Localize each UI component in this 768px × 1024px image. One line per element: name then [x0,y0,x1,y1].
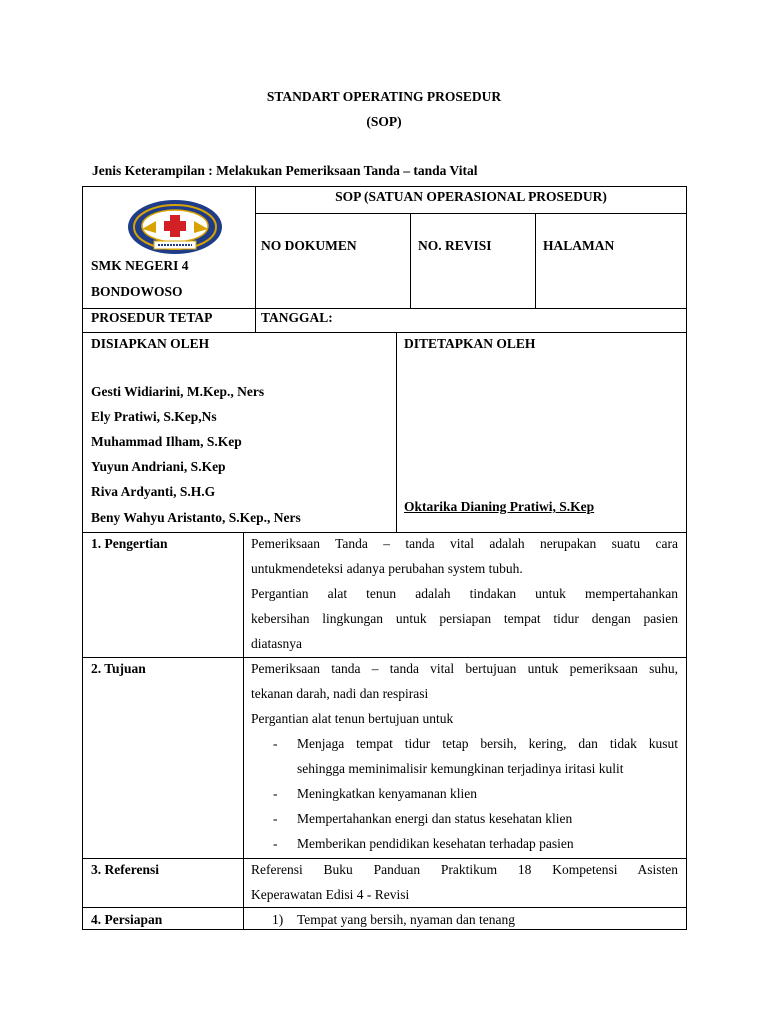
preparer-name: Yuyun Andriani, S.Kep [91,459,226,474]
bullet-item: - Mempertahankan energi dan status kesehatan klien [251,806,678,831]
persiapan-item-text: Tempat yang bersih, nyaman dan tenang [297,912,515,927]
tujuan-text [251,656,678,731]
text-line: Keperawatan Edisi 4 - Revisi [251,887,410,902]
persiapan-item-number: 1) [272,912,284,927]
document-subtitle: (SOP) [366,114,402,129]
document-title: STANDART OPERATING PROSEDUR [266,89,502,104]
bullet-marker: - [273,786,278,801]
text-line: tekanan darah, nadi dan respirasi [251,686,429,701]
prosedur-tetap-label: PROSEDUR TETAP [91,310,213,325]
bullet-marker: - [273,736,278,751]
sop-title: SOP (SATUAN OPERASIONAL PROSEDUR) [335,189,607,204]
school-logo [126,199,224,255]
bullet-item-continuation: sehingga meminimalisir kemungkinan terjadinya iritasi kulit [297,761,624,776]
section-label-persiapan: 4. Persiapan [91,912,163,927]
approver-name: Oktarika Dianing Pratiwi, S.Kep [404,499,595,514]
text-line: Pemeriksaan tanda – tanda vital bertujuan untuk pemeriksaan suhu, [251,661,678,676]
halaman-label: HALAMAN [543,238,615,253]
bullet-item: - Memberikan pendidikan kesehatan terhadap pasien [251,831,678,856]
section-label-referensi: 3. Referensi [91,862,159,877]
preparer-name: Beny Wahyu Aristanto, S.Kep., Ners [91,510,301,525]
bullet-marker: - [273,811,278,826]
bullet-marker: - [273,836,278,851]
preparer-name: Muhammad Ilham, S.Kep [91,434,242,449]
text-line: diatasnya [251,636,302,651]
pengertian-text [251,531,678,656]
text-line: kebersihan lingkungan untuk persiapan tempat tidur dengan pasien [251,611,678,626]
tujuan-bullets [251,731,678,856]
preparer-name: Riva Ardyanti, S.H.G [91,484,216,499]
bullet-item: - Menjaga tempat tidur tetap bersih, kering, dan tidak kusut [251,731,678,756]
text-line: Pergantian alat tenun adalah tindakan untuk mempertahankan [251,586,678,601]
ditetapkan-oleh-label: DITETAPKAN OLEH [404,336,536,351]
bullet-item: - Meningkatkan kenyamanan klien [251,781,678,806]
school-name-line2: BONDOWOSO [91,284,183,299]
text-line: Pemeriksaan Tanda – tanda vital adalah nerupakan suatu cara [251,536,678,551]
text-line: Pergantian alat tenun bertujuan untuk [251,711,454,726]
school-name-line1: SMK NEGERI 4 [91,258,189,273]
skill-type: Jenis Keterampilan : Melakukan Pemeriksaan Tanda – tanda Vital [92,163,478,178]
tanggal-label: TANGGAL: [261,310,333,325]
text-line: Referensi Buku Panduan Praktikum 18 Kompetensi Asisten [251,862,678,877]
disiapkan-oleh-label: DISIAPKAN OLEH [91,336,210,351]
no-revisi-label: NO. REVISI [418,238,492,253]
preparer-name: Ely Pratiwi, S.Kep,Ns [91,409,217,424]
preparer-name: Gesti Widiarini, M.Kep., Ners [91,384,265,399]
section-label-pengertian: 1. Pengertian [91,536,168,551]
text-line: untukmendeteksi adanya perubahan system tubuh. [251,561,523,576]
section-label-tujuan: 2. Tujuan [91,661,146,676]
referensi-text [251,857,678,907]
no-dokumen-label: NO DOKUMEN [261,238,357,253]
